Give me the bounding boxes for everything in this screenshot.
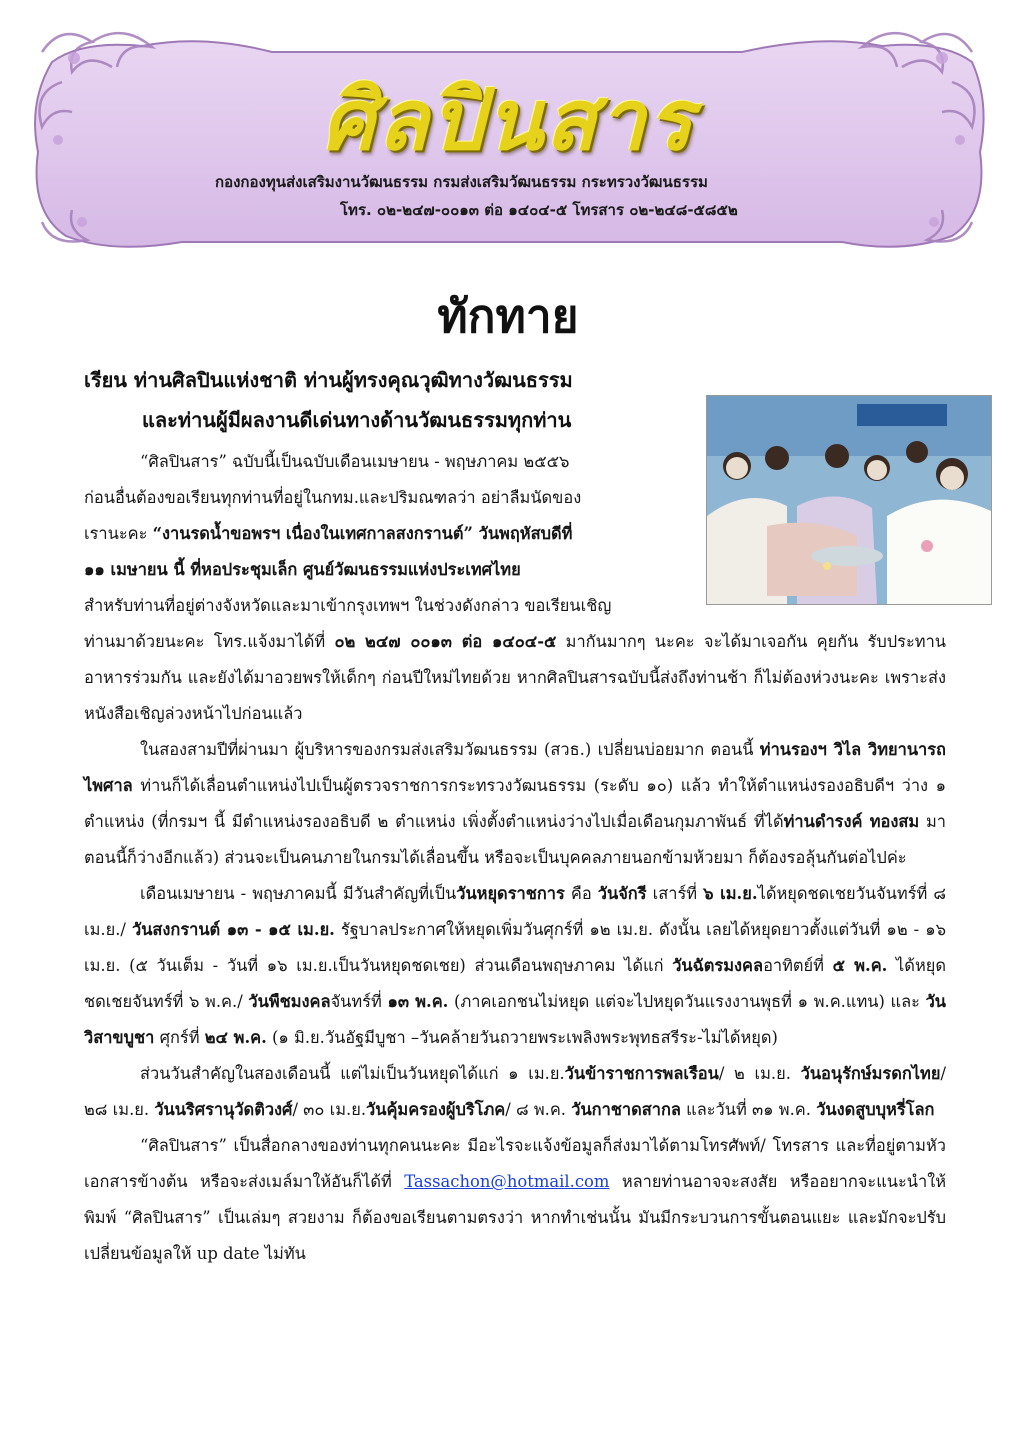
p3-g: ได้หยุดชดเชยจันทร์ที่ ๖ พ.ค./ — [84, 956, 946, 1011]
p2-a: ในสองสามปีที่ผ่านมา ผู้บริหารของกรมส่งเสริมวัฒนธรรม (สวธ.) เปลี่ยนบ่อยมาก ตอนนี้ — [140, 740, 760, 759]
p2-c: มา ตอนนี้ก็ว่างอีกแล้ว) ส่วนจะเป็นคนภายในกรมได้เลื่อนขึ้น หรือจะเป็นบุคคลภายนอกข้ามห้วยมา ก็ต้องรอลุ้นกันต่อไปค่ะ — [84, 812, 946, 867]
p4-d-bold: วันคุ้มครองผู้บริโภค — [366, 1100, 506, 1119]
p4-e: / ๘ พ.ค. — [505, 1100, 572, 1119]
p3-g-bold: วันพืชมงคล — [248, 992, 331, 1011]
p1-a: “ศิลปินสาร” ฉบับนี้เป็นฉบับเดือนเมษายน - พฤษภาคม ๒๕๕๖ — [140, 452, 570, 471]
p3-d: ได้หยุดชดเชยวันจันทร์ที่ ๘ เม.ย./ — [84, 884, 946, 939]
p3-h: จันทร์ที่ — [330, 992, 388, 1011]
paragraph-1-line-e — [84, 588, 696, 624]
p3-d-bold: วันสงกรานต์ ๑๓ - ๑๕ เม.ย. — [131, 920, 335, 939]
p5-a: “ศิลปินสาร” เป็นสื่อกลางของท่านทุกคนนะคะ มีอะไรจะแจ้งข้อมูลก็ส่งมาได้ตามโทรศัพท์/ โทรสาร และที่อยู่ตามหัวเอกสารข้างต้น หรือจะส่งเมล์มาให้อันก็ได้ที่ — [84, 1136, 946, 1191]
p2-name-1: ท่านรองฯ วิไล วิทยานารถไพศาล — [84, 740, 946, 795]
organization-line: กองกองทุนส่งเสริมงานวัฒนธรรม กรมส่งเสริมวัฒนธรรม กระทรวงวัฒนธรรม — [215, 173, 708, 191]
p3-j: ศุกร์ที่ — [154, 1028, 205, 1047]
email-link[interactable]: Tassachon@hotmail.com — [404, 1172, 610, 1191]
p1-f-end: มากันมากๆ นะคะ จะได้มาเจอกัน คุยกัน รับประทานอาหารร่วมกัน และยังได้มาอวยพรให้เด็กๆ ก่อนปีใหม่ไทยด้วย หากศิลปินสารฉบับนี้ส่งถึงท่านช้า ก็ไม่ต้องห่วงนะคะ เพราะส่งหนังสือเชิญล่วงหน้าไปก่อนแล้ว — [84, 632, 946, 723]
p3-f-bold: ๕ พ.ค. — [832, 956, 888, 975]
p5-b: หลายท่านอาจจะสงสัย หรืออยากจะแนะนำให้พิมพ์ “ศิลปินสาร” เป็นเล่มๆ สวยงาม ก็ต้องขอเรียนตามตรงว่า หากทำเช่นนั้น มันมีกระบวนการขั้นตอนแยะ และมักจะปรับเปลี่ยนข้อมูลให้ up date ไม่ทัน — [84, 1172, 946, 1263]
p4-a-bold: วันข้าราชการพลเรือน — [564, 1064, 719, 1083]
p3-a: เดือนเมษายน - พฤษภาคมนี้ มีวันสำคัญที่เป็น — [140, 884, 457, 903]
p4-b-bold: วันอนุรักษ์มรดกไทย — [800, 1064, 941, 1083]
p2-name-2: ท่านดำรงค์ ทองสม — [783, 812, 920, 831]
p4-d: / ๓๐ เม.ย. — [292, 1100, 367, 1119]
paragraph-4 — [84, 1056, 946, 1128]
p3-e: รัฐบาลประกาศให้หยุดเพิ่มวันศุกร์ที่ ๑๒ เม.ย. ดังนั้น เลยได้หยุดยาวตั้งแต่วันที่ ๑๒ - ๑๖ เม.ย. (๕ วันเต็ม - วันที่ ๑๖ เม.ย.เป็นวันหยุดชดเชย) ส่วนเดือนพฤษภาคม ได้แก่ — [84, 920, 947, 975]
p1-b: ก่อนอื่นต้องขอเรียนทุกท่านที่อยู่ในกทม.และปริมณฑลว่า อย่าลืมนัดของ — [84, 488, 582, 507]
p4-b: / ๒ เม.ย. — [718, 1064, 801, 1083]
paragraph-1-line-a — [84, 444, 696, 480]
p3-e-bold: วันฉัตรมงคล — [672, 956, 764, 975]
p3-h-bold: ๑๓ พ.ค. — [387, 992, 449, 1011]
newsletter-title: ศิลปินสาร — [321, 70, 695, 169]
p3-c-bold: ๖ เม.ย. — [703, 884, 758, 903]
p3-c: เสาร์ที่ — [646, 884, 704, 903]
p3-j-bold: ๒๔ พ.ค. — [204, 1028, 267, 1047]
p1-event-date-venue: ๑๑ เมษายน นี้ ที่หอประชุมเล็ก ศูนย์วัฒนธรรมแห่งประเทศไทย — [84, 560, 521, 579]
p3-b: คือ — [564, 884, 598, 903]
paragraph-1-rest — [84, 624, 946, 732]
p3-k: (๑ มิ.ย.วันอัฐมีบูชา –วันคล้ายวันถวายพระเพลิงพระพุทธสรีระ-ไม่ได้หยุด) — [266, 1028, 778, 1047]
p3-i-bold: วันวิสาขบูชา — [84, 992, 946, 1047]
p1-phone: ๐๒ ๒๔๗ ๐๐๑๓ ต่อ ๑๔๐๔-๕ — [334, 632, 557, 651]
p4-f-bold: วันงดสูบบุหรี่โลก — [816, 1100, 935, 1119]
page-headline: ทักทาย — [437, 289, 579, 343]
paragraph-1-line-c — [84, 516, 696, 552]
p3-a-bold: วันหยุดราชการ — [456, 884, 565, 903]
p3-b-bold: วันจักรี — [597, 884, 647, 903]
p4-a: ส่วนวันสำคัญในสองเดือนนี้ แต่ไม่เป็นวันหยุดได้แก่ ๑ เม.ย. — [140, 1064, 565, 1083]
paragraph-3 — [84, 876, 946, 1056]
paragraph-1-line-d — [84, 552, 696, 588]
article-body — [84, 444, 946, 1272]
p4-e-bold: วันกาชาดสากล — [571, 1100, 681, 1119]
p4-c-bold: วันนริศรานุวัดติวงศ์ — [154, 1100, 293, 1119]
p4-c: / ๒๘ เม.ย. — [84, 1064, 946, 1119]
p1-e: สำหรับท่านที่อยู่ต่างจังหวัดและมาเข้ากรุงเทพฯ ในช่วงดังกล่าว ขอเรียนเชิญ — [84, 596, 612, 615]
contact-line: โทร. ๐๒-๒๔๗-๐๐๑๓ ต่อ ๑๔๐๔-๕ โทรสาร ๐๒-๒๔๘-๕๘๕๒ — [340, 201, 738, 219]
p1-event-name: “งานรดน้ำขอพรฯ เนื่องในเทศกาลสงกรานต์” วันพฤหัสบดีที่ — [152, 524, 573, 543]
p2-b: ท่านก็ได้เลื่อนตำแหน่งไปเป็นผู้ตรวจราชการกระทรวงวัฒนธรรม (ระดับ ๑๐) แล้ว ทำให้ตำแหน่งรองอธิบดีฯ ว่าง ๑ ตำแหน่ง (ที่กรมฯ นี้ มีตำแหน่งรองอธิบดี ๒ ตำแหน่ง เพิ่งตั้งตำแหน่งว่างไปเมื่อเดือนกุมภาพันธ์ ที่ได้ — [84, 776, 946, 831]
p1-f: ท่านมาด้วยนะคะ โทร.แจ้งมาได้ที่ — [84, 632, 335, 651]
paragraph-1-line-b — [84, 480, 696, 516]
p3-f: อาทิตย์ที่ — [763, 956, 833, 975]
salutation-line-1: เรียน ท่านศิลปินแห่งชาติ ท่านผู้ทรงคุณวุฒิทางวัฒนธรรม — [84, 368, 573, 392]
p3-i: (ภาคเอกชนไม่หยุด แต่จะไปหยุดวันแรงงานพุธที่ ๑ พ.ค.แทน) และ — [448, 992, 926, 1011]
salutation-line-2: และท่านผู้มีผลงานดีเด่นทางด้านวัฒนธรรมทุกท่าน — [142, 408, 572, 432]
paragraph-2 — [84, 732, 946, 876]
p4-f: และวันที่ ๓๑ พ.ค. — [680, 1100, 817, 1119]
p1-c: เรานะคะ — [84, 524, 153, 543]
paragraph-5 — [84, 1128, 946, 1272]
